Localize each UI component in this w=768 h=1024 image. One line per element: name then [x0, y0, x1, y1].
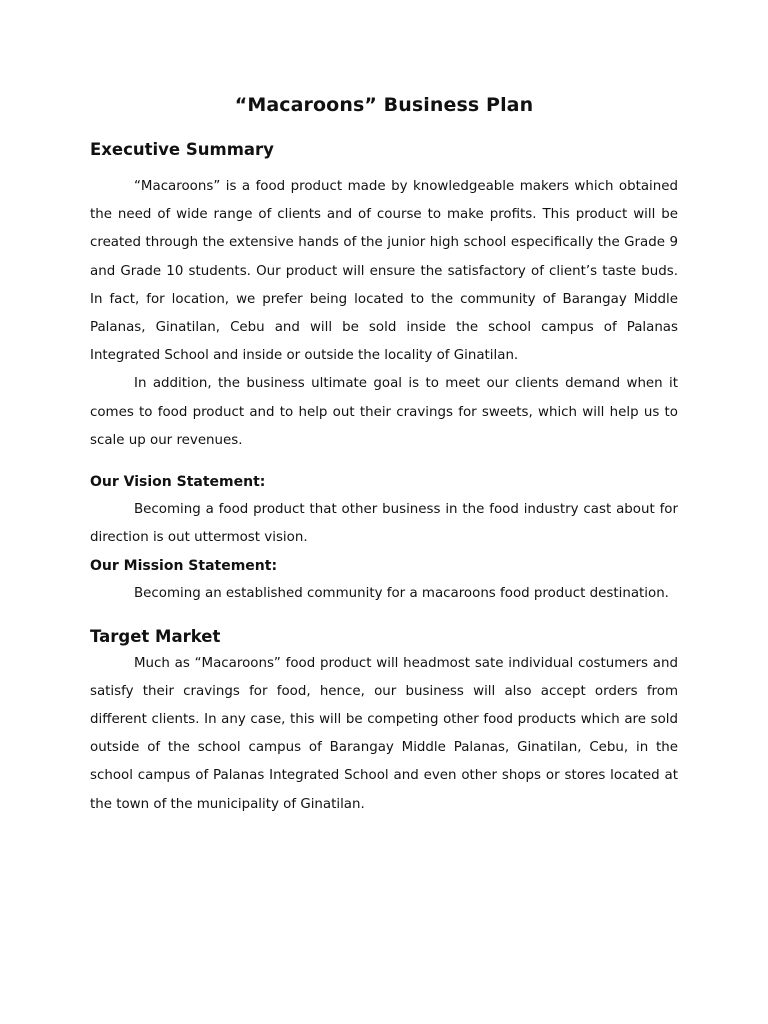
- target-market-text: Much as “Macaroons” food product will headmost sate individual costumers and satisfy their cravings for food, hence, our business will also accept orders from different clients. In any case, this will be competing other food products which are sold outside of the school campus of Barangay Middle Palanas, Ginatilan, Cebu, in the school campus of Palanas Integrated School and even other shops or stores located at the town of the municipality of Ginatilan.: [90, 655, 678, 812]
- executive-summary-paragraph-1: “Macaroons” is a food product made by knowledgeable makers which obtained the need of wide range of clients and of course to make profits. This product will be created through the extensive hands of the junior high school especifically the Grade 9 and Grade 10 students. Our product will ensure the satisfactory of client’s taste buds. In fact, for location, we prefer being located to the community of Barangay Middle Palanas, Ginatilan, Cebu and will be sold inside the school campus of Palanas Integrated School and inside or outside the locality of Ginatilan.: [90, 179, 678, 364]
- document-title: “Macaroons” Business Plan: [234, 94, 534, 116]
- vision-text: Becoming a food product that other business in the food industry cast about for direction is out uttermost vision.: [90, 502, 678, 546]
- vision-heading: Our Vision Statement:: [90, 474, 266, 491]
- mission-text: Becoming an established community for a macaroons food product destination.: [134, 586, 669, 602]
- executive-summary-heading: Executive Summary: [90, 140, 274, 159]
- executive-summary-paragraph-2: In addition, the business ultimate goal is to meet our clients demand when it comes to food product and to help out their cravings for sweets, which will help us to scale up our revenues.: [90, 376, 678, 448]
- target-market-heading: Target Market: [90, 626, 221, 646]
- mission-heading: Our Mission Statement:: [90, 558, 278, 575]
